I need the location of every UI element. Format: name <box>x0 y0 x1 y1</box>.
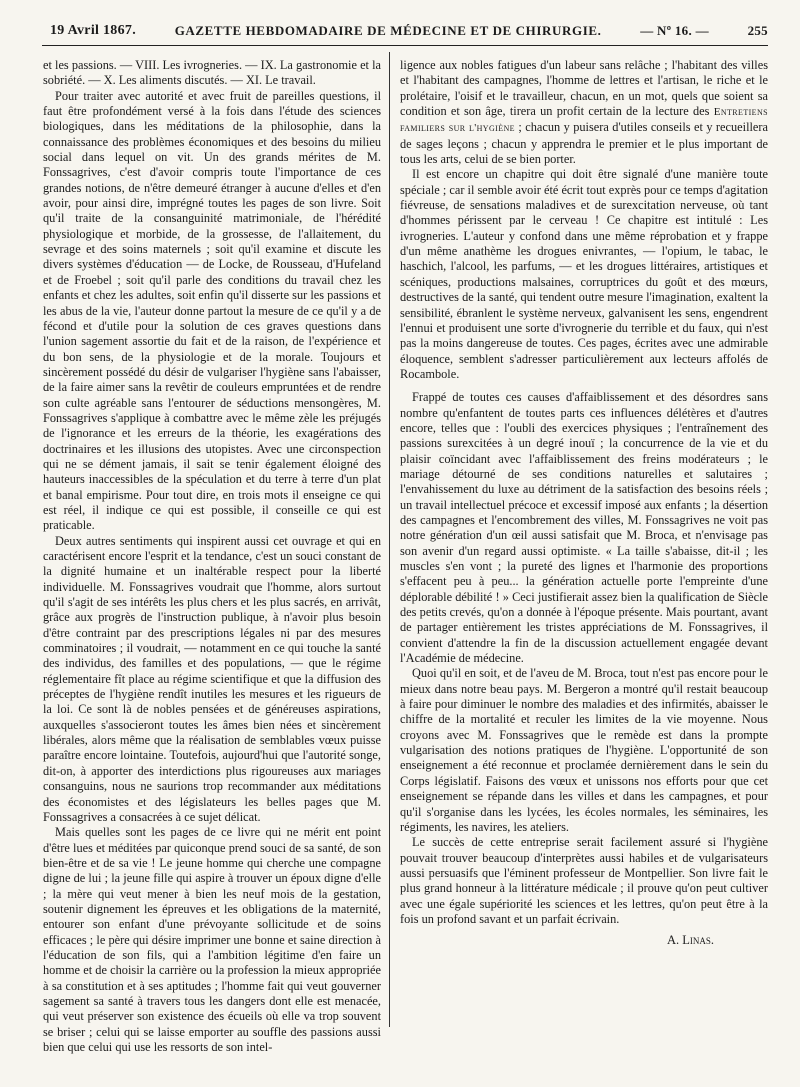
paragraph: Frappé de toutes ces causes d'affaiblissement et des désordres sans nombre qu'enfantent de toutes parts ces influences délétères et d'autres encore, telles que : l'oubli des exercices physiques ; l'entraînement des passions surexcitées à un degré inouï ; la concurrence de la vie et du plaisir coïncidant avec l'affaiblissement des freins modérateurs ; le mariage détourné de ses conditions naturelles et salutaires ; l'envahissement du luxe au détriment de la satisfaction des besoins réels ; un travail intellectuel précoce et excessif imposé aux enfants ; la désertion des campagnes et l'encombrement des villes, M. Fonssagrives ne voit pas notre génération d'un œil aussi satisfait que M. Broca, et n'envisage pas son avenir d'un regard aussi optimiste. « La taille s'abaisse, dit-il ; les muscles s'en vont ; la pureté des lignes et l'harmonie des proportions s'effacent peu à peu... la génération actuelle porte l'empreinte d'une déplorable débilité ! » Ceci justifierait assez bien la qualification de Siècle des petits crevés, qu'on a donnée à l'époque présente. Mais pourtant, avant de partager entièrement les tristes appréciations de M. Fonssagrives, il convient d'attendre la fin de la discussion actuellement engagée devant l'Académie de médecine. <box>400 390 768 666</box>
book-title: Entretiens familiers sur l'hygiène <box>400 106 768 135</box>
paragraph: Le succès de cette entreprise serait facilement assuré si l'hygiène pouvait trouver beaucoup d'interprètes aussi habiles et de vulgarisateurs aussi persuasifs que l'éminent professeur de Montpellier. Son livre fait le plus grand honneur à la littérature médicale ; il prouve qu'on peut cultiver avec une égale supériorité les sciences et les lettres, qu'on peut être à la fois un profond savant et un parfait écrivain. <box>400 835 768 926</box>
paragraph: Quoi qu'il en soit, et de l'aveu de M. Broca, tout n'est pas encore pour le mieux dans notre beau pays. M. Bergeron a montré qu'il restait beaucoup à faire pour diminuer le nombre des maladies et des infirmités, abaisser le chiffre de la mortalité et reculer les limites de la vie moyenne. Nous croyons avec M. Fonssagrives que le remède est dans la prompte vulgarisation des notions pratiques de l'hygiène. L'opportunité de son enseignement a été reconnue et proclamée dernièrement dans le sein du Corps législatif. Faisons des vœux et unissons nos efforts pour que cet enseignement se répande dans les villes et dans les campagnes, et pour qu'il s'organise dans les lycées, les écoles normales, les séminaires, les régiments, les navires, les ateliers. <box>400 666 768 834</box>
paragraph: Il est encore un chapitre qui doit être signalé d'une manière toute spéciale ; car il semble avoir été écrit tout exprès pour ce temps d'agitation fiévreuse, de sensations maladives et de surexcitation nerveuse, où tant d'hommes périssent par le cerveau ! Ce chapitre est intitulé : Les ivrogneries. L'auteur y confond dans une même réprobation et y frappe d'un même anathème les drogues enivrantes, — l'opium, le tabac, le haschich, l'alcool, les parfums, — et les drogues littéraires, artistiques et scéniques, productions malsaines, corruptrices du goût et des mœurs, destructives de la santé, qui tendent outre mesure l'imagination, exaltent la sensibilité, ébranlent le système nerveux, galvanisent les sens, engendrent l'ennui et produisent une sorte d'ivrognerie du terrible et du faux, qui n'est pas la moins dangereuse de toutes. Ces pages, écrites avec une admirable éloquence, semblent s'adresser particulièrement aux lecteurs affolés de Rocambole. <box>400 167 768 381</box>
running-header <box>50 20 768 42</box>
paragraph-text: ; chacun y puisera d'utiles conseils et y recueillera de sages leçons ; chacun y apprendra le premier et le plus important de tous les arts, celui de se bien porter. <box>400 120 768 167</box>
journal-title: GAZETTE HEBDOMADAIRE DE MÉDECINE ET DE CHIRURGIE. <box>174 23 602 38</box>
paragraph-text: ligence aux nobles fatigues d'un labeur sans relâche ; l'habitant des villes et l'habitant des campagnes, l'homme de lettres et l'artisan, le riche et le prolétaire, l'oisif et le travailleur, chacun, en un mot, quels que soient sa condition et son âge, tirera un profit certain de la lecture des <box>400 58 768 119</box>
right-column <box>400 58 768 949</box>
header-rule <box>42 45 768 46</box>
author-signature: A. Linas. <box>666 933 714 948</box>
paragraph <box>400 58 768 167</box>
issue-date: 19 Avril 1867. <box>50 23 136 38</box>
paragraph: Mais quelles sont les pages de ce livre qui ne mérit ent point d'être lues et méditées par quiconque prend souci de sa santé, de son bien-être et de sa vie ! Le jeune homme qui cherche une compagne digne de lui ; la jeune fille qui aspire à trouver un époux digne d'elle ; la mère qui veut mener à bien les neuf mois de la gestation, soutenir dignement les épreuves et les obligations de la maternité, entourer son enfant d'une prévoyante sollicitude et de soins efficaces ; le père qui désire imprimer une bonne et saine direction à l'éducation de son fils, qui a l'ambition légitime d'en faire un homme et de choisir la carrière ou la profession la mieux appropriée à sa constitution et à ses aptitudes ; l'homme fait qui veut gouverner sagement sa santé à travers tous les dangers dont elle est menacée, qui veut préserver son existence des écueils où elle va trop souvent se briser ; celui qui se laisse emporter au souffle des passions aussi bien que celui qui use les ressorts de son intel- <box>43 825 381 1054</box>
column-divider <box>389 52 390 1027</box>
page-number: 255 <box>747 23 768 38</box>
paragraph: et les passions. — VIII. Les ivrogneries. — IX. La gastronomie et la sobriété. — X. Les aliments discutés. — XI. Le travail. <box>43 58 381 88</box>
paragraph: Pour traiter avec autorité et avec fruit de pareilles questions, il faut être profondément versé à la fois dans l'étude des sciences biologiques, dans les méditations de la philosophie, dans la connaissance des problèmes économiques et des besoins du milieu social dans lequel on vit. Un des grands mérites de M. Fonssagrives, c'est d'avoir compris toute l'importance de ces grandes notions, de n'être demeuré étranger à aucune d'elles et d'en avoir, pour ainsi dire, imprégné toutes les pages de son livre. Soit qu'il traite de la consanguinité matrimoniale, de l'hérédité physiologique et morbide, de la grossesse, de l'allaitement, du sevrage et des soins maternels ; soit qu'il examine et discute les divers systèmes d'éducation — de Locke, de Rousseau, d'Hufeland et de Froebel ; soit qu'il parle des conditions du travail chez les enfants et chez les adultes, soit enfin qu'il disserte sur les passions et les abus de la vie, l'auteur donne partout la mesure de ce qu'il y a de fécond et d'utile pour la solution de ces graves questions dans l'union sagement assortie du fait et de la raison, de l'expérience et du bon sens, de la physiologie et de la morale. Toujours et sincèrement possédé du désir de vulgariser l'hygiène sans l'abaisser, de la faire aimer sans la revêtir de couleurs empruntées et de rendre son culte agréable sans l'entourer de séductions mensongères, M. Fonssagrives s'applique à combattre avec le même zèle les préjugés de l'ignorance et les erreurs de la théorie, les exagérations des doctrinaires et les illusions des utopistes. Avec une circonspection qui ne se dément jamais, il sait se tenir également éloigné des hauteurs inaccessibles de la spéculation et du terre à terre d'un plat et banal empirisme. Pour tout dire, en trois mots il enseigne ce qui est réel, il indique ce qui est possible, il conseille ce qui est praticable. <box>43 88 381 533</box>
issue-number: — Nº 16. — <box>640 23 709 38</box>
paragraph: Deux autres sentiments qui inspirent aussi cet ouvrage et qui en caractérisent encore l'esprit et la tendance, c'est un souci constant de la dignité humaine et un inaltérable respect pour la liberté individuelle. M. Fonssagrives voudrait que l'homme, alors surtout qu'il s'agit de ses intérêts les plus chers et les plus sacrés, en arrivât, grâce aux progrès de l'instruction publique, à n'avoir plus besoin d'être contraint par des prescriptions légales ni par des mesures comminatoires ; il voudrait, — notamment en ce qui touche la santé des individus, des familles et des populations, — que le régime réglementaire fît place au régime scientifique et que la diffusion des préceptes de l'hygiène rendît inutiles les mesures et les rigueurs de la loi. Ce sont là de nobles pensées et de généreuses aspirations, auxquelles s'associeront toutes les âmes bien nées et sincèrement libérales, alors même que la réalisation de semblables vœux puisse paraître encore lointaine. Toutefois, aujourd'hui que l'autorité songe, dit-on, à apporter des interdictions plus rigoureuses aux mariages consanguins, nous ne saurions trop recommander aux méditations des économistes et des législateurs les belles pages que M. Fonssagrives a consacrées à ce sujet délicat. <box>43 533 381 824</box>
left-column <box>43 58 381 1055</box>
